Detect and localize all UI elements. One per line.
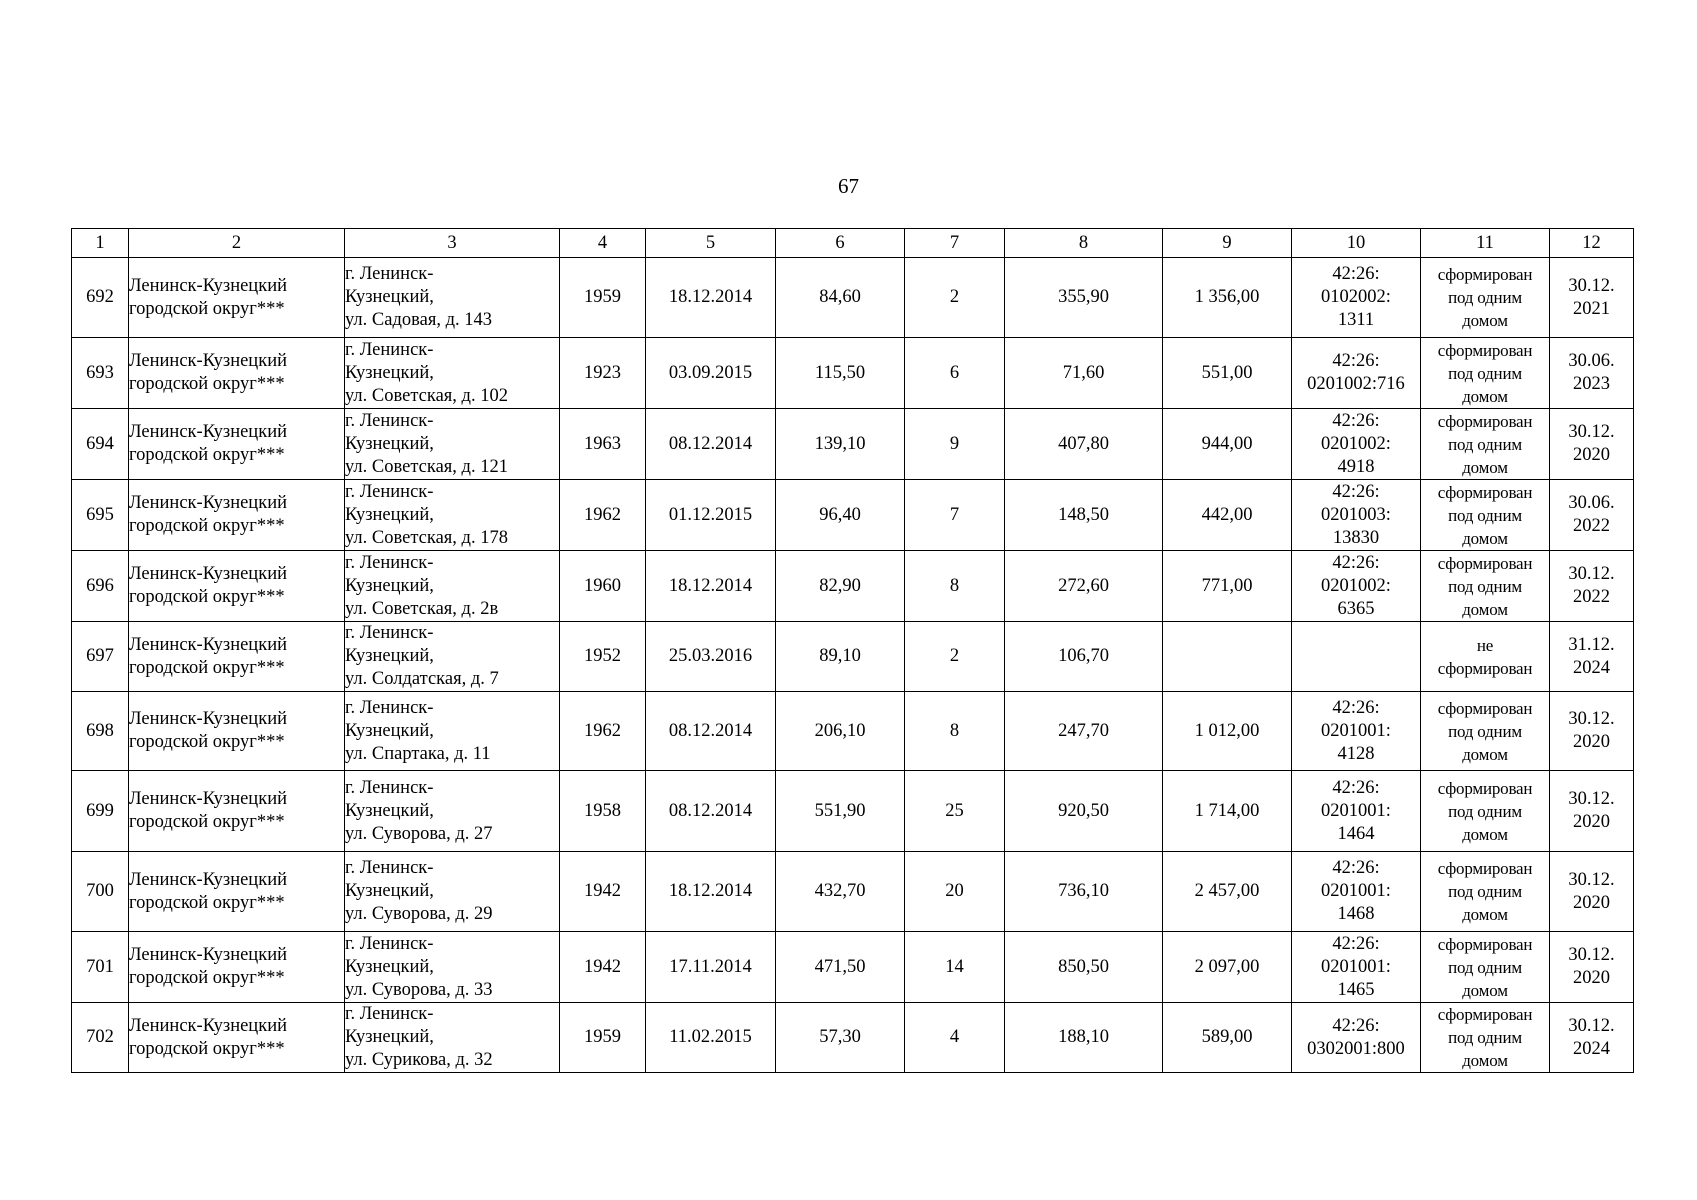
address-line: г. Ленинск- <box>345 552 434 573</box>
value-col-9: 2 097,00 <box>1163 932 1292 1003</box>
column-header: 1 <box>72 229 129 258</box>
value-col-7: 2 <box>905 258 1005 338</box>
district-name-line: Ленинск-Кузнецкий <box>129 869 287 890</box>
land-status-line: под одним <box>1448 505 1522 525</box>
value-col-6: 84,60 <box>776 258 905 338</box>
deadline-line: 2024 <box>1573 1038 1610 1059</box>
housing-registry-table <box>71 228 1634 1073</box>
land-status-line: сформирован <box>1437 1005 1533 1024</box>
land-status-line: под одним <box>1448 957 1522 977</box>
deadline-line: 30.12. <box>1568 275 1615 296</box>
build-year: 1959 <box>560 258 646 338</box>
value-col-9: 1 012,00 <box>1163 692 1292 771</box>
land-status-line: под одним <box>1448 801 1522 821</box>
land-status <box>1421 932 1550 1003</box>
value-col-7: 2 <box>905 622 1005 692</box>
recognition-date: 18.12.2014 <box>646 258 776 338</box>
page-number: 67 <box>838 174 859 198</box>
land-status <box>1421 551 1550 622</box>
address-line: ул. Суворова, д. 27 <box>345 823 493 844</box>
value-col-6: 89,10 <box>776 622 905 692</box>
address-line: г. Ленинск- <box>345 697 434 718</box>
deadline <box>1550 771 1634 852</box>
cadastral-number-line: 0201001: <box>1321 956 1391 977</box>
deadline-line: 30.12. <box>1568 564 1615 584</box>
address-line: Кузнецкий, <box>345 504 434 525</box>
value-col-9: 1 714,00 <box>1163 771 1292 852</box>
land-status-line: под одним <box>1448 288 1522 307</box>
cadastral-number <box>1292 1003 1421 1073</box>
address-line: г. Ленинск- <box>345 858 434 878</box>
cadastral-number <box>1292 480 1421 551</box>
table-row <box>72 932 1634 1003</box>
cadastral-number-line: 1465 <box>1337 979 1375 1000</box>
land-status-line: домом <box>1462 528 1508 548</box>
district-name <box>129 1003 345 1073</box>
district-name-line: городской округ*** <box>129 812 285 832</box>
district-name-line: Ленинск-Кузнецкий <box>129 634 287 655</box>
address-line: ул. Суворова, д. 33 <box>345 979 493 1000</box>
build-year: 1963 <box>560 409 646 480</box>
district-name-line: Ленинск-Кузнецкий <box>129 422 287 442</box>
column-header: 2 <box>129 229 345 258</box>
recognition-date: 11.02.2015 <box>646 1003 776 1073</box>
cadastral-number-line: 6365 <box>1337 598 1375 619</box>
recognition-date: 08.12.2014 <box>646 692 776 771</box>
build-year: 1958 <box>560 771 646 852</box>
cadastral-number <box>1292 692 1421 771</box>
land-status <box>1421 1003 1550 1073</box>
address-line: Кузнецкий, <box>345 646 434 666</box>
column-header: 5 <box>646 229 776 258</box>
cadastral-number-line: 0201001: <box>1321 720 1391 741</box>
address <box>345 622 560 692</box>
land-status <box>1421 409 1550 480</box>
deadline-line: 30.12. <box>1568 869 1615 890</box>
land-status <box>1421 480 1550 551</box>
land-status-line: домом <box>1462 457 1508 477</box>
land-status-line: сформирован <box>1437 265 1533 284</box>
address-line: ул. Советская, д. 121 <box>345 456 508 477</box>
build-year: 1960 <box>560 551 646 622</box>
deadline-line: 2020 <box>1573 445 1610 465</box>
cadastral-number-line: 42:26: <box>1332 777 1380 798</box>
deadline <box>1550 338 1634 409</box>
land-status <box>1421 338 1550 409</box>
value-col-6: 551,90 <box>776 771 905 852</box>
address-line: г. Ленинск- <box>345 933 434 954</box>
row-number: 695 <box>72 480 129 551</box>
deadline <box>1550 480 1634 551</box>
address-line: ул. Спартака, д. 11 <box>345 743 491 764</box>
row-number: 700 <box>72 852 129 932</box>
value-col-8: 736,10 <box>1005 852 1163 932</box>
address <box>345 771 560 852</box>
deadline-line: 30.06. <box>1568 493 1615 513</box>
cadastral-number-line: 42:26: <box>1332 933 1380 954</box>
value-col-7: 6 <box>905 338 1005 409</box>
value-col-7: 20 <box>905 852 1005 932</box>
cadastral-number-line: 1468 <box>1337 904 1375 924</box>
deadline-line: 2020 <box>1573 968 1610 988</box>
deadline-line: 30.12. <box>1568 422 1615 442</box>
value-col-6: 139,10 <box>776 409 905 480</box>
address <box>345 409 560 480</box>
cadastral-number-line: 42:26: <box>1332 481 1380 502</box>
table-row <box>72 852 1634 932</box>
land-status-line: сформирован <box>1437 778 1533 798</box>
deadline-line: 30.12. <box>1568 789 1615 809</box>
recognition-date: 03.09.2015 <box>646 338 776 409</box>
address <box>345 692 560 771</box>
build-year: 1952 <box>560 622 646 692</box>
value-col-7: 7 <box>905 480 1005 551</box>
cadastral-number-line: 0201002: <box>1321 575 1391 596</box>
land-status-line: не <box>1476 635 1494 655</box>
value-col-9: 771,00 <box>1163 551 1292 622</box>
cadastral-number-line: 0201002:716 <box>1307 374 1405 394</box>
address-line: г. Ленинск- <box>345 481 434 502</box>
land-status-line: домом <box>1462 386 1508 406</box>
cadastral-number <box>1292 852 1421 932</box>
land-status <box>1421 258 1550 338</box>
deadline-line: 2024 <box>1573 657 1610 678</box>
recognition-date: 25.03.2016 <box>646 622 776 692</box>
value-col-7: 8 <box>905 692 1005 771</box>
table-row <box>72 551 1634 622</box>
value-col-7: 8 <box>905 551 1005 622</box>
land-status-line: под одним <box>1448 576 1522 596</box>
land-status-line: сформирован <box>1437 482 1533 502</box>
district-name-line: городской округ*** <box>129 374 285 394</box>
cadastral-number-line: 13830 <box>1332 527 1380 548</box>
deadline-line: 30.12. <box>1568 709 1615 729</box>
deadline-line: 2020 <box>1573 892 1610 913</box>
table-row <box>72 622 1634 692</box>
deadline-line: 30.12. <box>1568 1015 1615 1036</box>
row-number: 697 <box>72 622 129 692</box>
value-col-8: 850,50 <box>1005 932 1163 1003</box>
address <box>345 551 560 622</box>
deadline <box>1550 932 1634 1003</box>
land-status-line: домом <box>1462 824 1508 844</box>
column-header: 9 <box>1163 229 1292 258</box>
land-status-line: сформирован <box>1437 859 1533 878</box>
land-status <box>1421 692 1550 771</box>
deadline <box>1550 622 1634 692</box>
cadastral-number <box>1292 771 1421 852</box>
column-header: 7 <box>905 229 1005 258</box>
value-col-8: 407,80 <box>1005 409 1163 480</box>
row-number: 692 <box>72 258 129 338</box>
column-header: 12 <box>1550 229 1634 258</box>
land-status-line: под одним <box>1448 363 1522 383</box>
value-col-9: 944,00 <box>1163 409 1292 480</box>
cadastral-number-line: 1464 <box>1337 823 1375 844</box>
district-name-line: Ленинск-Кузнецкий <box>129 275 287 296</box>
land-status-line: под одним <box>1448 721 1522 741</box>
deadline <box>1550 692 1634 771</box>
cadastral-number-line: 42:26: <box>1332 858 1380 878</box>
cadastral-number-line: 4918 <box>1337 456 1375 477</box>
value-col-8: 106,70 <box>1005 622 1163 692</box>
cadastral-number-line: 0201001: <box>1321 881 1391 901</box>
address-line: ул. Советская, д. 178 <box>345 527 508 548</box>
land-status-line: под одним <box>1448 1028 1522 1047</box>
district-name-line: городской округ*** <box>129 968 285 988</box>
deadline-line: 2023 <box>1573 374 1610 394</box>
address-line: Кузнецкий, <box>345 881 434 901</box>
deadline-line: 2020 <box>1573 812 1610 832</box>
district-name-line: Ленинск-Кузнецкий <box>129 709 287 729</box>
column-header: 8 <box>1005 229 1163 258</box>
cadastral-number <box>1292 622 1421 692</box>
cadastral-number-line: 0201003: <box>1321 504 1391 525</box>
build-year: 1962 <box>560 480 646 551</box>
value-col-9: 442,00 <box>1163 480 1292 551</box>
district-name-line: Ленинск-Кузнецкий <box>129 564 287 584</box>
cadastral-number <box>1292 338 1421 409</box>
district-name <box>129 338 345 409</box>
district-name-line: городской округ*** <box>129 298 285 319</box>
column-header: 3 <box>345 229 560 258</box>
value-col-8: 247,70 <box>1005 692 1163 771</box>
deadline <box>1550 1003 1634 1073</box>
value-col-6: 82,90 <box>776 551 905 622</box>
row-number: 701 <box>72 932 129 1003</box>
table-row <box>72 480 1634 551</box>
address-line: г. Ленинск- <box>345 410 434 431</box>
cadastral-number <box>1292 551 1421 622</box>
cadastral-number <box>1292 258 1421 338</box>
address-line: ул. Солдатская, д. 7 <box>345 669 499 689</box>
address <box>345 932 560 1003</box>
value-col-8: 148,50 <box>1005 480 1163 551</box>
district-name-line: Ленинск-Кузнецкий <box>129 351 287 371</box>
build-year: 1959 <box>560 1003 646 1073</box>
column-header: 6 <box>776 229 905 258</box>
district-name-line: городской округ*** <box>129 445 285 465</box>
table-row <box>72 338 1634 409</box>
table-row <box>72 771 1634 852</box>
cadastral-number-line: 0302001:800 <box>1307 1038 1405 1059</box>
cadastral-number <box>1292 932 1421 1003</box>
value-col-8: 188,10 <box>1005 1003 1163 1073</box>
land-status-line: домом <box>1462 599 1508 619</box>
value-col-6: 432,70 <box>776 852 905 932</box>
recognition-date: 18.12.2014 <box>646 551 776 622</box>
address-line: Кузнецкий, <box>345 362 434 383</box>
table-row <box>72 258 1634 338</box>
value-col-6: 96,40 <box>776 480 905 551</box>
address-line: Кузнецкий, <box>345 1027 434 1047</box>
land-status-line: домом <box>1462 311 1508 330</box>
deadline-line: 30.12. <box>1568 945 1615 965</box>
district-name-line: городской округ*** <box>129 892 285 913</box>
cadastral-number-line: 0201002: <box>1321 433 1391 454</box>
value-col-7: 14 <box>905 932 1005 1003</box>
table-row <box>72 409 1634 480</box>
value-col-9: 2 457,00 <box>1163 852 1292 932</box>
address-line: ул. Советская, д. 2в <box>345 598 499 619</box>
deadline-line: 30.06. <box>1568 351 1615 371</box>
land-status <box>1421 771 1550 852</box>
district-name <box>129 551 345 622</box>
row-number: 699 <box>72 771 129 852</box>
district-name-line: Ленинск-Кузнецкий <box>129 1015 287 1036</box>
district-name <box>129 258 345 338</box>
address-line: Кузнецкий, <box>345 800 434 821</box>
build-year: 1942 <box>560 852 646 932</box>
column-header: 11 <box>1421 229 1550 258</box>
value-col-6: 471,50 <box>776 932 905 1003</box>
address <box>345 480 560 551</box>
cadastral-number <box>1292 409 1421 480</box>
district-name <box>129 409 345 480</box>
deadline <box>1550 852 1634 932</box>
cadastral-number-line: 42:26: <box>1332 1015 1380 1036</box>
value-col-7: 4 <box>905 1003 1005 1073</box>
cadastral-number-line: 4128 <box>1337 743 1375 764</box>
value-col-8: 920,50 <box>1005 771 1163 852</box>
land-status-line: сформирован <box>1437 553 1533 573</box>
row-number: 694 <box>72 409 129 480</box>
district-name-line: городской округ*** <box>129 657 285 678</box>
land-status-line: сформирован <box>1437 411 1533 431</box>
land-status-line: домом <box>1462 1051 1508 1070</box>
column-header: 10 <box>1292 229 1421 258</box>
row-number: 698 <box>72 692 129 771</box>
land-status-line: сформирован <box>1437 698 1533 718</box>
address-line: Кузнецкий, <box>345 956 434 977</box>
value-col-6: 115,50 <box>776 338 905 409</box>
cadastral-number-line: 42:26: <box>1332 697 1380 718</box>
deadline <box>1550 409 1634 480</box>
district-name <box>129 852 345 932</box>
cadastral-number-line: 0102002: <box>1321 287 1391 307</box>
value-col-9 <box>1163 622 1292 692</box>
address <box>345 338 560 409</box>
district-name-line: городской округ*** <box>129 1038 285 1059</box>
address-line: г. Ленинск- <box>345 1004 434 1024</box>
address-line: г. Ленинск- <box>345 339 434 360</box>
land-status-line: домом <box>1462 744 1508 764</box>
recognition-date: 08.12.2014 <box>646 409 776 480</box>
build-year: 1962 <box>560 692 646 771</box>
address-line: Кузнецкий, <box>345 720 434 741</box>
build-year: 1942 <box>560 932 646 1003</box>
district-name <box>129 480 345 551</box>
land-status-line: сформирован <box>1437 340 1533 360</box>
address-line: Кузнецкий, <box>345 287 434 307</box>
land-status-line: домом <box>1462 980 1508 1000</box>
address-line: Кузнецкий, <box>345 575 434 596</box>
column-header: 4 <box>560 229 646 258</box>
address-line: ул. Советская, д. 102 <box>345 385 508 406</box>
address-line: ул. Суворова, д. 29 <box>345 904 493 924</box>
address-line: г. Ленинск- <box>345 777 434 798</box>
deadline <box>1550 551 1634 622</box>
table-row <box>72 1003 1634 1073</box>
land-status-line: под одним <box>1448 882 1522 901</box>
recognition-date: 17.11.2014 <box>646 932 776 1003</box>
deadline-line: 2022 <box>1573 587 1610 607</box>
district-name-line: городской округ*** <box>129 732 285 752</box>
deadline-line: 2020 <box>1573 732 1610 752</box>
value-col-8: 71,60 <box>1005 338 1163 409</box>
row-number: 702 <box>72 1003 129 1073</box>
cadastral-number-line: 0201001: <box>1321 800 1391 821</box>
build-year: 1923 <box>560 338 646 409</box>
value-col-9: 1 356,00 <box>1163 258 1292 338</box>
deadline-line: 31.12. <box>1568 634 1615 655</box>
district-name-line: Ленинск-Кузнецкий <box>129 493 287 513</box>
address-line: Кузнецкий, <box>345 433 434 454</box>
value-col-6: 57,30 <box>776 1003 905 1073</box>
cadastral-number-line: 42:26: <box>1332 410 1380 431</box>
value-col-7: 9 <box>905 409 1005 480</box>
value-col-7: 25 <box>905 771 1005 852</box>
cadastral-number-line: 42:26: <box>1332 264 1380 284</box>
cadastral-number-line: 1311 <box>1337 310 1375 330</box>
value-col-8: 272,60 <box>1005 551 1163 622</box>
district-name <box>129 692 345 771</box>
column-number-row <box>72 229 1634 258</box>
address-line: ул. Сурикова, д. 32 <box>345 1050 493 1070</box>
row-number: 696 <box>72 551 129 622</box>
land-status <box>1421 622 1550 692</box>
cadastral-number-line: 42:26: <box>1332 351 1380 371</box>
district-name-line: Ленинск-Кузнецкий <box>129 945 287 965</box>
table-row <box>72 692 1634 771</box>
cadastral-number-line: 42:26: <box>1332 552 1380 573</box>
value-col-8: 355,90 <box>1005 258 1163 338</box>
land-status-line: сформирован <box>1437 658 1533 678</box>
district-name-line: городской округ*** <box>129 587 285 607</box>
district-name <box>129 771 345 852</box>
address <box>345 258 560 338</box>
value-col-6: 206,10 <box>776 692 905 771</box>
district-name <box>129 622 345 692</box>
address-line: г. Ленинск- <box>345 264 434 284</box>
land-status-line: сформирован <box>1437 934 1533 954</box>
address <box>345 1003 560 1073</box>
address-line: ул. Садовая, д. 143 <box>345 310 493 330</box>
value-col-9: 551,00 <box>1163 338 1292 409</box>
district-name-line: Ленинск-Кузнецкий <box>129 789 287 809</box>
deadline <box>1550 258 1634 338</box>
recognition-date: 18.12.2014 <box>646 852 776 932</box>
land-status-line: под одним <box>1448 434 1522 454</box>
land-status-line: домом <box>1462 905 1508 924</box>
address <box>345 852 560 932</box>
value-col-9: 589,00 <box>1163 1003 1292 1073</box>
district-name <box>129 932 345 1003</box>
row-number: 693 <box>72 338 129 409</box>
deadline-line: 2022 <box>1573 516 1610 536</box>
address-line: г. Ленинск- <box>345 623 434 643</box>
recognition-date: 08.12.2014 <box>646 771 776 852</box>
deadline-line: 2021 <box>1573 298 1610 319</box>
district-name-line: городской округ*** <box>129 516 285 536</box>
land-status <box>1421 852 1550 932</box>
recognition-date: 01.12.2015 <box>646 480 776 551</box>
